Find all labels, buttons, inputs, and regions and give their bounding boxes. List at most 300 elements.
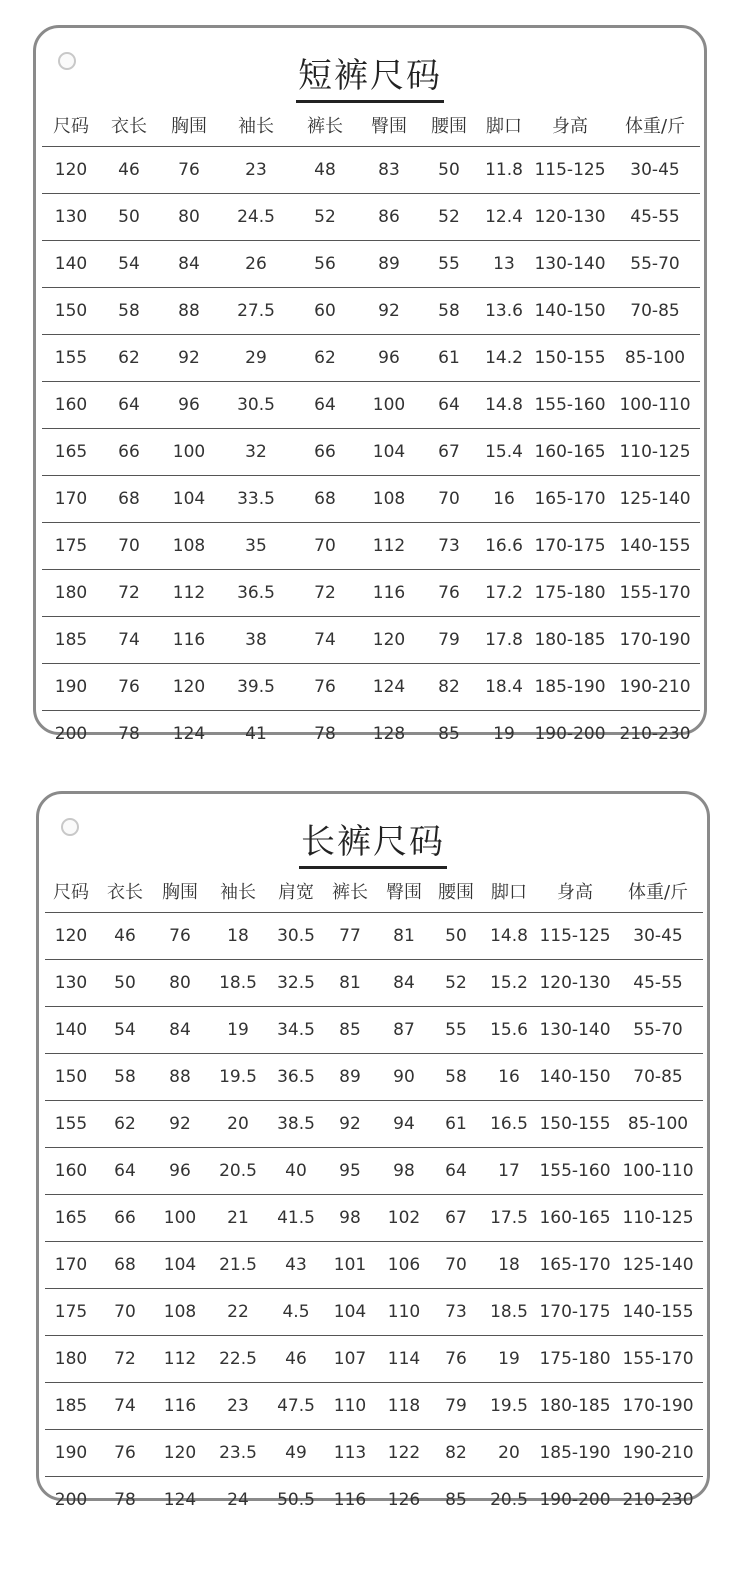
long-header-cell: 胸围	[153, 870, 207, 913]
long-table-cell: 41.5	[269, 1195, 323, 1242]
long-table-cell: 104	[153, 1242, 207, 1289]
short-table-cell: 58	[420, 288, 478, 335]
short-table-cell: 14.2	[478, 335, 530, 382]
short-table-row	[42, 711, 700, 758]
long-table-cell: 110	[377, 1289, 431, 1336]
long-table-cell: 70	[97, 1289, 153, 1336]
long-header-cell: 衣长	[97, 870, 153, 913]
short-table-cell: 50	[420, 147, 478, 194]
short-header-cell: 腰围	[420, 104, 478, 147]
short-table-cell: 200	[54, 724, 88, 744]
short-table-cell: 120	[42, 147, 100, 194]
long-table-cell: 19	[481, 1336, 537, 1383]
long-table-cell: 20.5	[207, 1148, 269, 1195]
long-table-row	[45, 913, 703, 960]
long-table-cell: 15.6	[481, 1007, 537, 1054]
long-table-row	[45, 1477, 703, 1524]
long-table-cell: 15.2	[481, 960, 537, 1007]
long-table-cell: 102	[377, 1195, 431, 1242]
short-table-row	[42, 570, 700, 617]
long-table-cell: 155-160	[537, 1148, 613, 1195]
short-table-cell: 35	[220, 523, 292, 570]
short-table-cell: 150	[42, 288, 100, 335]
short-table-cell: 155-160	[530, 382, 610, 429]
long-table-row	[45, 1054, 703, 1101]
long-table-cell: 21	[207, 1195, 269, 1242]
short-header-cell: 袖长	[220, 104, 292, 147]
short-table-cell: 120	[158, 664, 220, 711]
long-table-cell: 81	[323, 960, 377, 1007]
long-table-cell: 100	[153, 1195, 207, 1242]
short-header-cell: 体重/斤	[610, 104, 700, 147]
long-table-cell: 45-55	[613, 960, 703, 1007]
long-table-cell: 50	[97, 960, 153, 1007]
long-table-row	[45, 1195, 703, 1242]
short-table-cell: 155	[42, 335, 100, 382]
long-table-cell: 73	[431, 1289, 481, 1336]
long-table-cell: 140	[45, 1007, 97, 1054]
long-table-cell: 70	[431, 1242, 481, 1289]
short-header-cell: 尺码	[42, 104, 100, 147]
short-header-cell: 裤长	[292, 104, 358, 147]
short-table-cell: 112	[358, 523, 420, 570]
long-table-cell: 49	[269, 1430, 323, 1477]
short-table-cell: 15.4	[478, 429, 530, 476]
short-table-cell: 150-155	[530, 335, 610, 382]
short-table-cell: 170	[42, 476, 100, 523]
short-table-cell: 56	[292, 241, 358, 288]
long-table-cell: 85	[445, 1490, 467, 1510]
short-table-cell: 17.8	[478, 617, 530, 664]
long-table-row	[45, 1148, 703, 1195]
long-table-cell: 18.5	[481, 1289, 537, 1336]
long-header-cell: 臀围	[377, 870, 431, 913]
long-table-cell: 24	[227, 1490, 249, 1510]
short-table-cell: 30-45	[610, 147, 700, 194]
long-table-cell: 101	[323, 1242, 377, 1289]
long-table-cell: 96	[153, 1148, 207, 1195]
short-table-cell: 72	[292, 570, 358, 617]
long-table-cell: 50	[431, 913, 481, 960]
short-table-cell: 16	[478, 476, 530, 523]
long-table-cell: 107	[323, 1336, 377, 1383]
short-header-cell: 臀围	[358, 104, 420, 147]
long-table-cell: 58	[97, 1054, 153, 1101]
short-table-cell: 92	[158, 335, 220, 382]
long-table-cell: 34.5	[269, 1007, 323, 1054]
long-table-cell: 84	[153, 1007, 207, 1054]
short-table-cell: 76	[420, 570, 478, 617]
long-header-cell: 身高	[537, 870, 613, 913]
short-table-cell: 112	[158, 570, 220, 617]
long-table-cell: 170-190	[613, 1383, 703, 1430]
short-table-row	[42, 288, 700, 335]
long-table-cell: 77	[323, 913, 377, 960]
long-table-cell: 90	[377, 1054, 431, 1101]
short-table-cell: 45-55	[610, 194, 700, 241]
long-table-cell: 55	[431, 1007, 481, 1054]
long-table-row	[45, 1336, 703, 1383]
long-table-cell: 22.5	[207, 1336, 269, 1383]
long-size-card	[36, 791, 710, 1510]
short-table-cell: 23	[220, 147, 292, 194]
short-table-cell: 58	[100, 288, 158, 335]
long-table-cell: 108	[153, 1289, 207, 1336]
long-table-row	[45, 1007, 703, 1054]
long-header-cell: 肩宽	[269, 870, 323, 913]
long-table-cell: 110	[323, 1383, 377, 1430]
long-table-cell: 185	[45, 1383, 97, 1430]
short-table-cell: 125-140	[610, 476, 700, 523]
long-table-cell: 43	[269, 1242, 323, 1289]
short-table-cell: 36.5	[220, 570, 292, 617]
long-table-cell: 89	[323, 1054, 377, 1101]
long-table-cell: 190-210	[613, 1430, 703, 1477]
long-header-cell: 袖长	[207, 870, 269, 913]
short-table-cell: 175-180	[530, 570, 610, 617]
long-table-cell: 81	[377, 913, 431, 960]
short-table-cell: 13	[478, 241, 530, 288]
long-table-cell: 79	[431, 1383, 481, 1430]
short-table-cell: 110-125	[610, 429, 700, 476]
short-table-cell: 116	[158, 617, 220, 664]
short-table-row	[42, 523, 700, 570]
long-table-cell: 100-110	[613, 1148, 703, 1195]
long-table-cell: 87	[377, 1007, 431, 1054]
long-table-cell: 66	[97, 1195, 153, 1242]
long-table-cell: 160-165	[537, 1195, 613, 1242]
long-size-table	[45, 870, 703, 1523]
long-table-cell: 67	[431, 1195, 481, 1242]
long-table-cell: 120	[153, 1430, 207, 1477]
long-table-cell: 110-125	[613, 1195, 703, 1242]
short-table-cell: 79	[420, 617, 478, 664]
short-table-cell: 76	[158, 147, 220, 194]
short-table-cell: 66	[292, 429, 358, 476]
short-table-cell: 29	[220, 335, 292, 382]
short-table-cell: 85	[438, 724, 460, 744]
long-table-cell: 14.8	[481, 913, 537, 960]
long-table-cell: 20.5	[490, 1490, 528, 1510]
long-table-cell: 52	[431, 960, 481, 1007]
short-table-cell: 78	[118, 724, 140, 744]
short-table-cell: 73	[420, 523, 478, 570]
long-table-cell: 118	[377, 1383, 431, 1430]
short-table-cell: 88	[158, 288, 220, 335]
long-table-cell: 160	[45, 1148, 97, 1195]
long-header-cell: 脚口	[481, 870, 537, 913]
long-table-cell: 115-125	[537, 913, 613, 960]
short-table-cell: 52	[292, 194, 358, 241]
long-header-cell: 体重/斤	[613, 870, 703, 913]
short-table-cell: 170-175	[530, 523, 610, 570]
short-table-cell: 120	[358, 617, 420, 664]
short-table-cell: 39.5	[220, 664, 292, 711]
short-size-title: 短裤尺码	[36, 48, 704, 97]
short-table-cell: 48	[292, 147, 358, 194]
short-table-cell: 100	[358, 382, 420, 429]
short-table-row	[42, 429, 700, 476]
long-table-cell: 78	[114, 1490, 136, 1510]
short-table-cell: 62	[100, 335, 158, 382]
long-table-cell: 40	[269, 1148, 323, 1195]
short-table-cell: 86	[358, 194, 420, 241]
short-table-cell: 108	[358, 476, 420, 523]
short-table-body	[42, 147, 700, 758]
short-table-cell: 155-170	[610, 570, 700, 617]
long-table-cell: 150-155	[537, 1101, 613, 1148]
long-table-cell: 170-175	[537, 1289, 613, 1336]
short-table-cell: 83	[358, 147, 420, 194]
long-table-cell: 61	[431, 1101, 481, 1148]
short-table-cell: 140-155	[610, 523, 700, 570]
long-table-cell: 190-200	[539, 1490, 611, 1510]
long-table-cell: 74	[97, 1383, 153, 1430]
long-table-cell: 130	[45, 960, 97, 1007]
short-table-cell: 55	[420, 241, 478, 288]
short-table-row	[42, 194, 700, 241]
long-table-cell: 18	[207, 913, 269, 960]
short-table-cell: 160	[42, 382, 100, 429]
short-table-cell: 18.4	[478, 664, 530, 711]
short-table-cell: 190-200	[534, 724, 606, 744]
long-table-cell: 190	[45, 1430, 97, 1477]
long-table-cell: 30.5	[269, 913, 323, 960]
long-table-row	[45, 1101, 703, 1148]
long-table-cell: 210-230	[622, 1490, 694, 1510]
long-table-cell: 120	[45, 913, 97, 960]
short-table-cell: 72	[100, 570, 158, 617]
short-table-cell: 140-150	[530, 288, 610, 335]
long-table-cell: 55-70	[613, 1007, 703, 1054]
long-table-cell: 120-130	[537, 960, 613, 1007]
long-table-cell: 30-45	[613, 913, 703, 960]
long-table-cell: 76	[431, 1336, 481, 1383]
long-header-cell: 尺码	[45, 870, 97, 913]
short-header-row	[42, 104, 700, 147]
short-table-cell: 96	[358, 335, 420, 382]
short-table-row	[42, 382, 700, 429]
long-table-cell: 84	[377, 960, 431, 1007]
long-table-cell: 125-140	[613, 1242, 703, 1289]
long-table-cell: 180	[45, 1336, 97, 1383]
short-table-cell: 185-190	[530, 664, 610, 711]
long-table-cell: 85	[323, 1007, 377, 1054]
short-table-cell: 32	[220, 429, 292, 476]
long-table-cell: 19.5	[481, 1383, 537, 1430]
long-table-cell: 140-155	[613, 1289, 703, 1336]
long-table-cell: 70-85	[613, 1054, 703, 1101]
short-table-cell: 14.8	[478, 382, 530, 429]
long-table-cell: 126	[387, 1490, 421, 1510]
long-table-cell: 62	[97, 1101, 153, 1148]
long-table-cell: 165-170	[537, 1242, 613, 1289]
short-table-cell: 128	[372, 724, 406, 744]
long-size-title: 长裤尺码	[39, 814, 707, 863]
short-table-cell: 27.5	[220, 288, 292, 335]
long-table-cell: 150	[45, 1054, 97, 1101]
short-table-cell: 60	[292, 288, 358, 335]
long-table-cell: 95	[323, 1148, 377, 1195]
long-table-cell: 76	[97, 1430, 153, 1477]
long-table-cell: 185-190	[537, 1430, 613, 1477]
short-table-cell: 108	[158, 523, 220, 570]
long-table-cell: 76	[153, 913, 207, 960]
short-table-cell: 19	[493, 724, 515, 744]
long-table-cell: 20	[481, 1430, 537, 1477]
long-table-cell: 19	[207, 1007, 269, 1054]
long-header-row	[45, 870, 703, 913]
short-table-cell: 185	[42, 617, 100, 664]
long-table-cell: 17.5	[481, 1195, 537, 1242]
short-table-cell: 11.8	[478, 147, 530, 194]
short-table-cell: 124	[358, 664, 420, 711]
long-table-row	[45, 960, 703, 1007]
long-table-cell: 140-150	[537, 1054, 613, 1101]
long-table-cell: 38.5	[269, 1101, 323, 1148]
long-table-cell: 175	[45, 1289, 97, 1336]
short-table-row	[42, 617, 700, 664]
short-table-cell: 84	[158, 241, 220, 288]
short-table-cell: 165	[42, 429, 100, 476]
long-table-cell: 113	[323, 1430, 377, 1477]
long-table-cell: 18	[481, 1242, 537, 1289]
long-table-cell: 98	[323, 1195, 377, 1242]
long-table-cell: 155	[45, 1101, 97, 1148]
long-table-cell: 92	[153, 1101, 207, 1148]
short-table-cell: 68	[100, 476, 158, 523]
long-table-cell: 72	[97, 1336, 153, 1383]
long-table-cell: 94	[377, 1101, 431, 1148]
short-table-cell: 76	[100, 664, 158, 711]
long-table-cell: 19.5	[207, 1054, 269, 1101]
short-table-cell: 130	[42, 194, 100, 241]
long-table-cell: 92	[323, 1101, 377, 1148]
short-table-cell: 66	[100, 429, 158, 476]
short-table-cell: 120-130	[530, 194, 610, 241]
short-header-cell: 衣长	[100, 104, 158, 147]
short-table-row	[42, 664, 700, 711]
short-table-cell: 180-185	[530, 617, 610, 664]
short-table-cell: 17.2	[478, 570, 530, 617]
short-header-cell: 身高	[530, 104, 610, 147]
long-table-cell: 47.5	[269, 1383, 323, 1430]
short-table-cell: 74	[292, 617, 358, 664]
short-table-cell: 70	[420, 476, 478, 523]
long-table-cell: 116	[333, 1490, 367, 1510]
short-table-cell: 180	[42, 570, 100, 617]
long-table-cell: 180-185	[537, 1383, 613, 1430]
long-table-cell: 82	[431, 1430, 481, 1477]
long-table-cell: 68	[97, 1242, 153, 1289]
short-table-cell: 64	[100, 382, 158, 429]
long-table-cell: 64	[431, 1148, 481, 1195]
short-header-cell: 脚口	[478, 104, 530, 147]
short-table-cell: 92	[358, 288, 420, 335]
long-table-cell: 20	[207, 1101, 269, 1148]
long-table-cell: 85-100	[613, 1101, 703, 1148]
short-table-cell: 175	[42, 523, 100, 570]
short-table-row	[42, 147, 700, 194]
long-table-row	[45, 1430, 703, 1477]
short-table-cell: 130-140	[530, 241, 610, 288]
short-table-cell: 210-230	[619, 724, 691, 744]
long-table-cell: 124	[163, 1490, 197, 1510]
long-table-cell: 80	[153, 960, 207, 1007]
short-table-cell: 64	[292, 382, 358, 429]
long-table-cell: 122	[377, 1430, 431, 1477]
long-table-cell: 106	[377, 1242, 431, 1289]
short-table-cell: 13.6	[478, 288, 530, 335]
long-table-cell: 23	[207, 1383, 269, 1430]
short-table-cell: 76	[292, 664, 358, 711]
short-table-cell: 100-110	[610, 382, 700, 429]
short-table-cell: 82	[420, 664, 478, 711]
long-table-cell: 16	[481, 1054, 537, 1101]
short-table-row	[42, 335, 700, 382]
short-table-cell: 89	[358, 241, 420, 288]
long-table-cell: 112	[153, 1336, 207, 1383]
short-table-row	[42, 241, 700, 288]
short-table-cell: 30.5	[220, 382, 292, 429]
short-table-cell: 70-85	[610, 288, 700, 335]
short-table-cell: 116	[358, 570, 420, 617]
short-table-cell: 68	[292, 476, 358, 523]
short-table-cell: 33.5	[220, 476, 292, 523]
short-size-table	[42, 104, 700, 757]
short-table-cell: 190	[42, 664, 100, 711]
short-table-cell: 70	[100, 523, 158, 570]
long-header-cell: 腰围	[431, 870, 481, 913]
short-header-cell: 胸围	[158, 104, 220, 147]
short-table-cell: 96	[158, 382, 220, 429]
long-table-cell: 98	[377, 1148, 431, 1195]
short-table-cell: 16.6	[478, 523, 530, 570]
short-table-cell: 46	[100, 147, 158, 194]
long-table-cell: 104	[323, 1289, 377, 1336]
long-table-cell: 175-180	[537, 1336, 613, 1383]
short-table-cell: 104	[158, 476, 220, 523]
short-table-cell: 70	[292, 523, 358, 570]
long-table-body	[45, 913, 703, 1524]
short-table-cell: 41	[245, 724, 267, 744]
long-table-cell: 116	[153, 1383, 207, 1430]
long-table-row	[45, 1242, 703, 1289]
short-table-cell: 26	[220, 241, 292, 288]
long-table-cell: 64	[97, 1148, 153, 1195]
long-table-cell: 54	[97, 1007, 153, 1054]
long-header-cell: 裤长	[323, 870, 377, 913]
short-table-cell: 115-125	[530, 147, 610, 194]
long-table-cell: 16.5	[481, 1101, 537, 1148]
long-table-cell: 22	[207, 1289, 269, 1336]
short-table-cell: 74	[100, 617, 158, 664]
long-table-cell: 4.5	[269, 1289, 323, 1336]
short-table-row	[42, 476, 700, 523]
long-table-cell: 170	[45, 1242, 97, 1289]
long-table-cell: 130-140	[537, 1007, 613, 1054]
long-table-cell: 36.5	[269, 1054, 323, 1101]
short-table-cell: 12.4	[478, 194, 530, 241]
short-table-cell: 38	[220, 617, 292, 664]
short-table-cell: 67	[420, 429, 478, 476]
long-table-cell: 50.5	[277, 1490, 315, 1510]
short-table-cell: 62	[292, 335, 358, 382]
long-table-cell: 58	[431, 1054, 481, 1101]
short-table-cell: 85-100	[610, 335, 700, 382]
long-table-row	[45, 1289, 703, 1336]
long-table-row	[45, 1383, 703, 1430]
